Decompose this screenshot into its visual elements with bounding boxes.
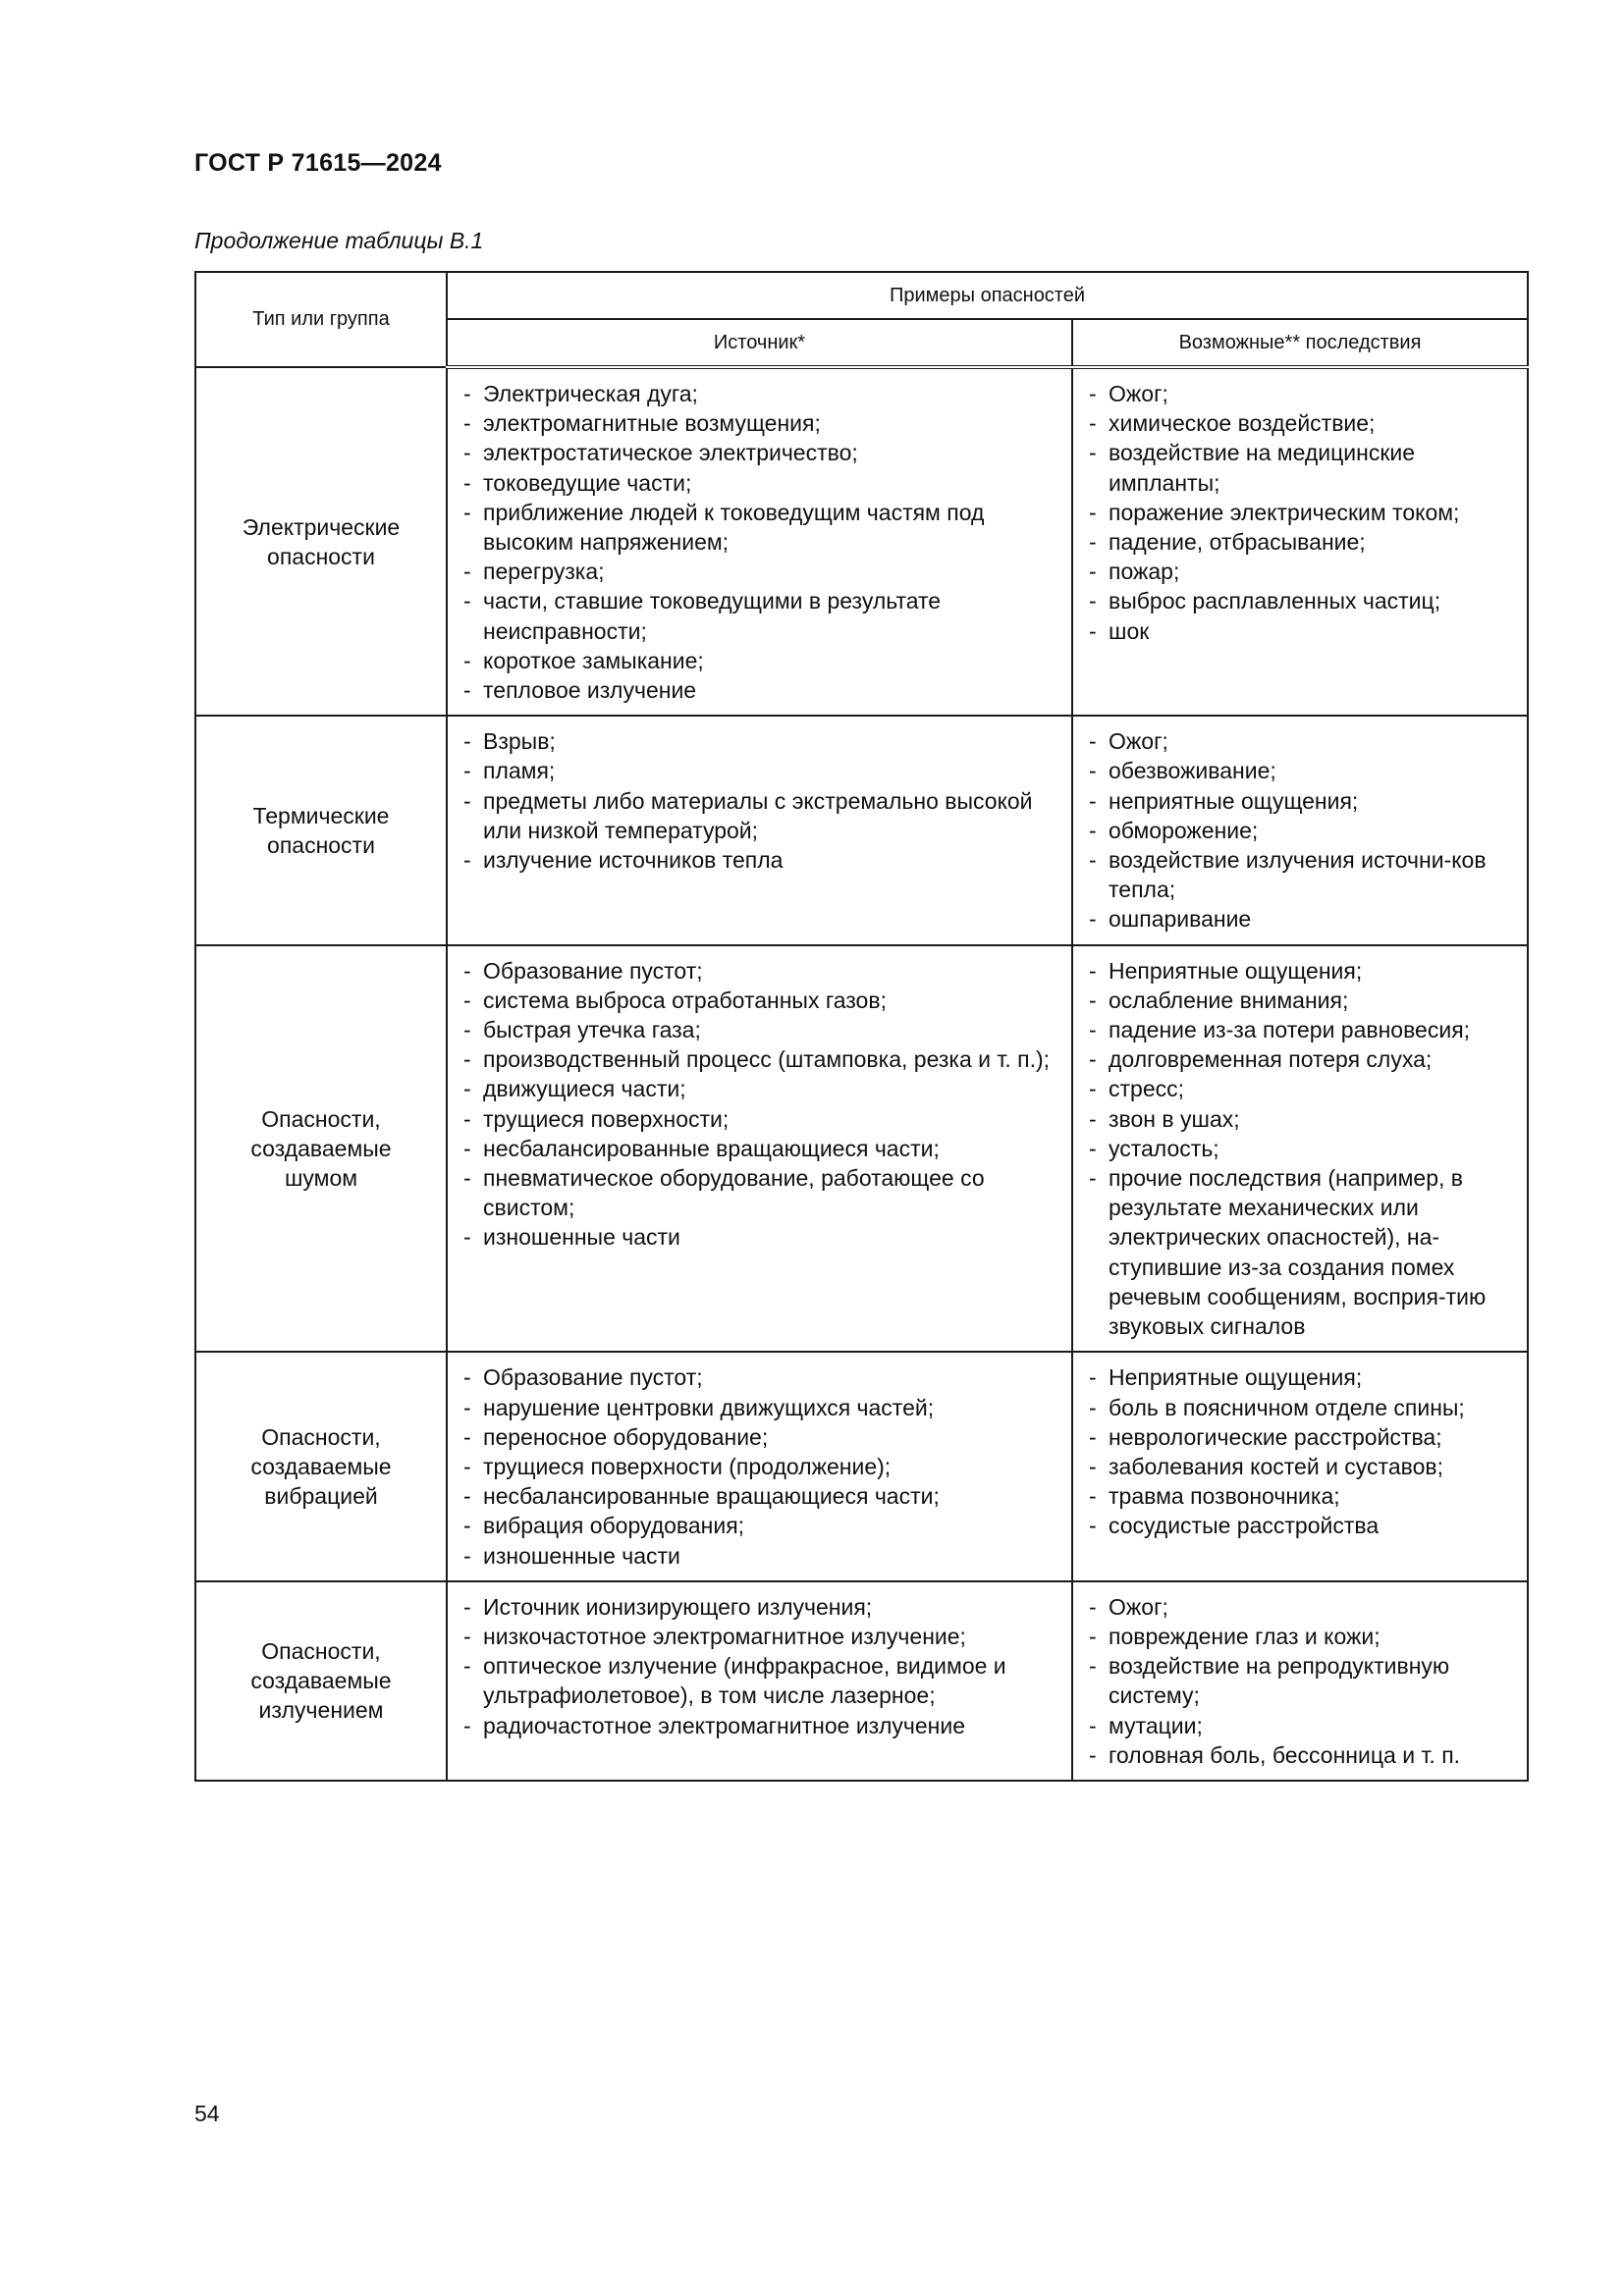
source-item: - Источник ионизирующего излучения; [463, 1592, 1059, 1622]
table-row [195, 945, 1528, 1353]
consequence-item: - обезвоживание; [1089, 756, 1515, 785]
consequences-cell-list [1073, 946, 1527, 1352]
consequence-item: - усталость; [1089, 1134, 1515, 1163]
hazard-type-cell [195, 1352, 447, 1580]
hazard-type-label: Опасности, [261, 1105, 381, 1132]
consequence-item: - химическое воздействие; [1089, 408, 1515, 438]
consequences-cell-list [1073, 1353, 1527, 1550]
consequences-cell [1072, 945, 1528, 1353]
source-item: - производственный процесс (штамповка, резка и т. п.); [463, 1044, 1059, 1074]
source-item: - Электрическая дуга; [463, 379, 1059, 408]
source-item: - Образование пустот; [463, 1362, 1059, 1392]
source-cell-list [448, 1353, 1071, 1579]
consequence-item: - прочие последствия (например, в результате механических или электрических опасностей), на-ступившие из-за создания помех речевым сообщениям, восприя-тию звуковых сигналов [1089, 1163, 1515, 1341]
hazard-type-label: Опасности, [261, 1638, 381, 1665]
consequences-cell [1072, 1352, 1528, 1580]
consequence-item: - Неприятные ощущения; [1089, 1362, 1515, 1392]
hazard-type-label: опасности [267, 543, 375, 569]
source-item: - вибрация оборудования; [463, 1511, 1059, 1540]
consequence-item: - Ожог; [1089, 1592, 1515, 1622]
source-item: - нарушение центровки движущихся частей; [463, 1393, 1059, 1422]
document-standard-title: ГОСТ Р 71615—2024 [194, 149, 442, 177]
header-source: Источник* [447, 319, 1072, 367]
source-item: - низкочастотное электромагнитное излучение; [463, 1622, 1059, 1651]
consequence-item: - головная боль, бессонница и т. п. [1089, 1740, 1515, 1770]
consequence-item: - ошпаривание [1089, 904, 1515, 934]
source-cell [447, 367, 1072, 716]
source-item: - части, ставшие токоведущими в результате неисправности; [463, 586, 1059, 645]
hazard-type-label: опасности [267, 831, 375, 858]
source-cell [447, 1352, 1072, 1580]
consequence-item: - заболевания костей и суставов; [1089, 1452, 1515, 1481]
consequence-item: - ослабление внимания; [1089, 986, 1515, 1015]
consequences-cell-list [1073, 369, 1527, 656]
consequence-item: - поражение электрическим током; [1089, 498, 1515, 527]
hazard-type-label: создаваемые [250, 1454, 392, 1479]
hazard-type-cell [195, 716, 447, 944]
source-item: - короткое замыкание; [463, 646, 1059, 675]
source-item: - несбалансированные вращающиеся части; [463, 1134, 1059, 1163]
consequence-item: - воздействие излучения источни-ков тепла; [1089, 845, 1515, 904]
hazards-table [194, 271, 1529, 1782]
source-cell-list [448, 369, 1071, 715]
source-cell [447, 945, 1072, 1353]
table-row [195, 716, 1528, 944]
consequence-item: - воздействие на медицинские импланты; [1089, 438, 1515, 497]
source-cell [447, 716, 1072, 944]
hazard-type-cell [195, 945, 447, 1353]
hazard-type-cell [195, 367, 447, 716]
source-item: - излучение источников тепла [463, 845, 1059, 875]
consequence-item: - боль в поясничном отделе спины; [1089, 1393, 1515, 1422]
hazards-table-container [194, 271, 1527, 1782]
source-item: - перегрузка; [463, 557, 1059, 586]
hazard-type-label: создаваемые [250, 1668, 392, 1694]
source-item: - предметы либо материалы с экстремально высокой или низкой температурой; [463, 786, 1059, 845]
source-item: - несбалансированные вращающиеся части; [463, 1481, 1059, 1511]
consequence-item: - мутации; [1089, 1711, 1515, 1740]
consequence-item: - воздействие на репродуктивную систему; [1089, 1651, 1515, 1710]
consequence-item: - долговременная потеря слуха; [1089, 1044, 1515, 1074]
source-cell-list [448, 1582, 1071, 1750]
source-item: - движущиеся части; [463, 1074, 1059, 1103]
source-item: - приближение людей к токоведущим частям под высоким напряжением; [463, 498, 1059, 557]
table-row [195, 1352, 1528, 1580]
consequences-cell-list [1073, 717, 1527, 943]
consequence-item: - повреждение глаз и кожи; [1089, 1622, 1515, 1651]
consequence-item: - выброс расплавленных частиц; [1089, 586, 1515, 615]
consequence-item: - Неприятные ощущения; [1089, 956, 1515, 986]
source-item: - Взрыв; [463, 726, 1059, 756]
consequences-cell [1072, 367, 1528, 716]
source-cell-list [448, 946, 1071, 1262]
consequence-item: - пожар; [1089, 557, 1515, 586]
source-cell-list [448, 717, 1071, 884]
hazard-type-label: шумом [284, 1164, 358, 1191]
table-body [195, 367, 1528, 1781]
source-item: - переносное оборудование; [463, 1422, 1059, 1452]
source-item: - система выброса отработанных газов; [463, 986, 1059, 1015]
source-item: - электростатическое электричество; [463, 438, 1059, 467]
consequence-item: - стресс; [1089, 1074, 1515, 1103]
consequence-item: - Ожог; [1089, 379, 1515, 408]
consequence-item: - обморожение; [1089, 816, 1515, 845]
source-item: - Образование пустот; [463, 956, 1059, 986]
consequence-item: - падение, отбрасывание; [1089, 527, 1515, 557]
source-item: - быстрая утечка газа; [463, 1015, 1059, 1044]
source-item: - тепловое излучение [463, 675, 1059, 705]
table-header-row [195, 272, 1528, 319]
source-item: - изношенные части [463, 1541, 1059, 1571]
hazard-type-label: излучением [258, 1697, 384, 1724]
header-consequences: Возможные** последствия [1072, 319, 1528, 367]
hazard-type-label: вибрацией [264, 1483, 378, 1509]
source-item: - пламя; [463, 756, 1059, 785]
hazard-type-label: Электрические [242, 513, 401, 540]
consequences-cell [1072, 716, 1528, 944]
source-item: - оптическое излучение (инфракрасное, видимое и ультрафиолетовое), в том числе лазерное; [463, 1651, 1059, 1710]
consequence-item: - падение из-за потери равновесия; [1089, 1015, 1515, 1044]
table-row [195, 1581, 1528, 1781]
table-row [195, 367, 1528, 716]
source-item: - электромагнитные возмущения; [463, 408, 1059, 438]
header-type-group: Тип или группа [195, 272, 447, 367]
source-cell [447, 1581, 1072, 1781]
consequence-item: - неврологические расстройства; [1089, 1422, 1515, 1452]
consequence-item: - звон в ушах; [1089, 1104, 1515, 1134]
hazard-type-label: создаваемые [250, 1135, 392, 1161]
consequences-cell-list [1073, 1582, 1527, 1780]
source-item: - токоведущие части; [463, 468, 1059, 498]
consequences-cell [1072, 1581, 1528, 1781]
header-hazard-examples: Примеры опасностей [447, 272, 1528, 319]
consequence-item: - шок [1089, 616, 1515, 646]
consequence-item: - травма позвоночника; [1089, 1481, 1515, 1511]
hazard-type-label: Опасности, [261, 1424, 381, 1450]
page-number: 54 [194, 2101, 220, 2126]
source-item: - изношенные части [463, 1222, 1059, 1252]
source-item: - трущиеся поверхности; [463, 1104, 1059, 1134]
consequence-item: - Ожог; [1089, 726, 1515, 756]
table-caption: Продолжение таблицы В.1 [194, 228, 484, 253]
hazard-type-cell [195, 1581, 447, 1781]
consequence-item: - сосудистые расстройства [1089, 1511, 1515, 1540]
source-item: - трущиеся поверхности (продолжение); [463, 1452, 1059, 1481]
consequence-item: - неприятные ощущения; [1089, 786, 1515, 816]
source-item: - радиочастотное электромагнитное излучение [463, 1711, 1059, 1740]
source-item: - пневматическое оборудование, работающее со свистом; [463, 1163, 1059, 1222]
hazard-type-label: Термические [252, 802, 390, 828]
